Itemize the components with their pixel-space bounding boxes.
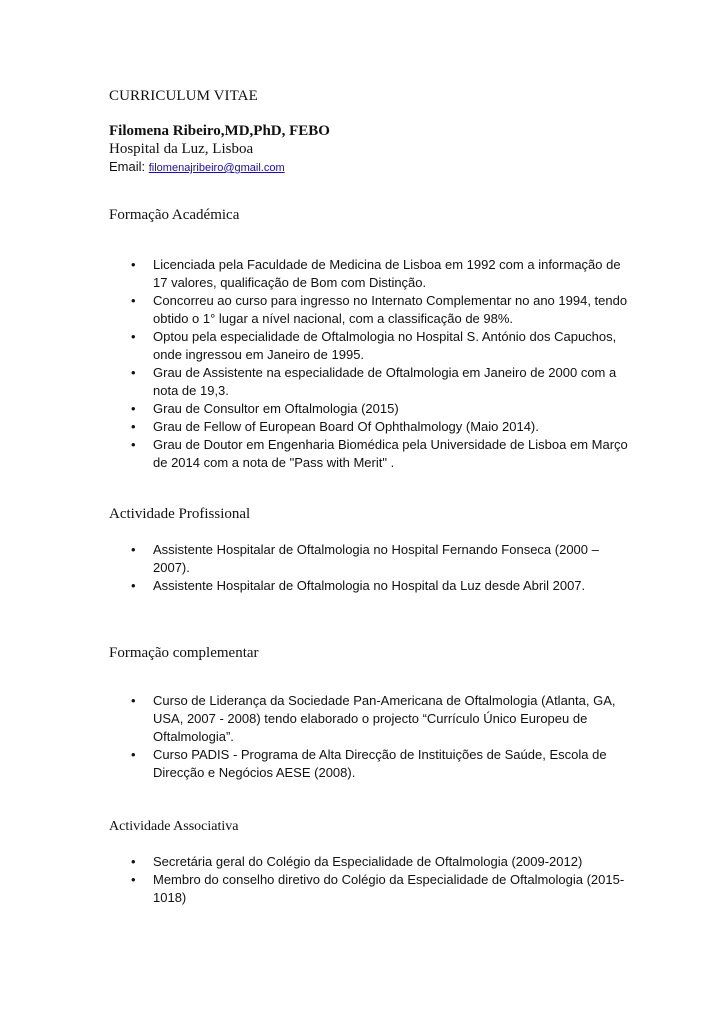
bullet-glyph: • [131,693,136,708]
author-affiliation: Hospital da Luz, Lisboa [109,141,254,157]
academic-list [109,256,629,472]
bullet-glyph: • [131,293,136,308]
list-item-text: Membro do conselho diretivo do Colégio da Especialidade de Oftalmologia (2015-1018) [153,872,625,905]
email-line [109,159,285,174]
list-item [109,418,629,436]
associative-list [109,853,629,907]
bullet-glyph: • [131,257,136,272]
list-item [109,256,629,292]
list-item [109,328,629,364]
bullet-glyph: • [131,401,136,416]
bullet-glyph: • [131,437,136,452]
bullet-glyph: • [131,329,136,344]
section-heading-complementary: Formação complementar [109,645,259,661]
list-item [109,436,629,472]
bullet-glyph: • [131,872,136,887]
list-item-text: Curso PADIS - Programa de Alta Direcção de Instituições de Saúde, Escola de Direcção e Negócios AESE (2008). [153,747,607,780]
list-item [109,364,629,400]
list-item-text: Assistente Hospitalar de Oftalmologia no Hospital Fernando Fonseca (2000 – 2007). [153,542,599,575]
bullet-glyph: • [131,747,136,762]
bullet-glyph: • [131,419,136,434]
list-item-text: Curso de Liderança da Sociedade Pan-Americana de Oftalmologia (Atlanta, GA, USA, 2007 - 2008) tendo elaborado o projecto “Currículo Único Europeu de Oftalmologia”. [153,693,616,744]
bullet-glyph: • [131,365,136,380]
list-item-text: Grau de Doutor em Engenharia Biomédica pela Universidade de Lisboa em Março de 2014 com a nota de "Pass with Merit" . [153,437,628,470]
list-item-text: Grau de Assistente na especialidade de Oftalmologia em Janeiro de 2000 com a nota de 19,3. [153,365,617,398]
complementary-list [109,692,629,782]
list-item [109,871,629,907]
list-item-text: Optou pela especialidade de Oftalmologia no Hospital S. António dos Capuchos, onde ingressou em Janeiro de 1995. [153,329,617,362]
list-item-text: Secretária geral do Colégio da Especialidade de Oftalmologia (2009-2012) [153,854,583,869]
list-item-text: Concorreu ao curso para ingresso no Internato Complementar no ano 1994, tendo obtido o 1° lugar a nível nacional, com a classificação de 98%. [153,293,628,326]
bullet-glyph: • [131,542,136,557]
list-item-text: Licenciada pela Faculdade de Medicina de Lisboa em 1992 com a informação de 17 valores, qualificação de Bom com Distinção. [153,257,621,290]
list-item-text: Assistente Hospitalar de Oftalmologia no Hospital da Luz desde Abril 2007. [153,578,586,593]
list-item [109,853,629,871]
bullet-glyph: • [131,854,136,869]
list-item [109,541,629,577]
professional-list [109,541,629,595]
document-title: CURRICULUM VITAE [109,88,258,104]
list-item [109,692,629,746]
section-heading-associative: Actividade Associativa [109,819,239,834]
list-item [109,746,629,782]
section-heading-academic: Formação Académica [109,207,240,223]
list-item-text: Grau de Consultor em Oftalmologia (2015) [153,401,399,416]
author-name: Filomena Ribeiro,MD,PhD, FEBO [109,123,330,139]
list-item [109,577,629,595]
list-item-text: Grau de Fellow of European Board Of Ophthalmology (Maio 2014). [153,419,539,434]
list-item [109,292,629,328]
section-heading-professional: Actividade Profissional [109,506,251,522]
bullet-glyph: • [131,578,136,593]
email-label: Email: [109,159,149,174]
email-link[interactable]: filomenajribeiro@gmail.com [148,162,285,174]
list-item [109,400,629,418]
